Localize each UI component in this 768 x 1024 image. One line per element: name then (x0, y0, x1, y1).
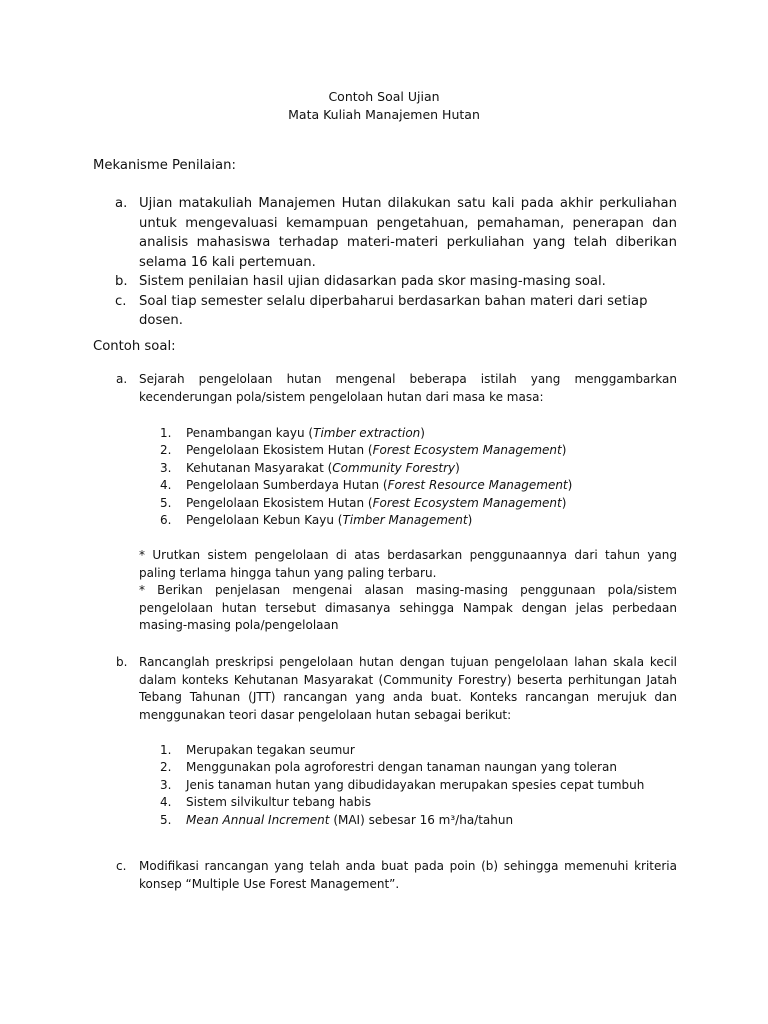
list-item-text: Soal tiap semester selalu diperbaharui berdasarkan bahan materi dari setiap dosen. (139, 293, 648, 328)
list-item (160, 794, 644, 811)
list-marker: b. (115, 274, 128, 289)
item-term: Mean Annual Increment (186, 812, 330, 827)
question-marker: c. (116, 859, 127, 873)
list-item (160, 425, 572, 442)
item-number: 1. (160, 743, 172, 757)
item-term: Forest Ecosystem Management (372, 443, 562, 458)
list-item (160, 777, 644, 794)
question-marker: b. (116, 655, 128, 669)
item-number: 1. (160, 426, 172, 440)
list-item (160, 442, 572, 459)
question-c (116, 858, 677, 893)
item-text: Pengelolaan Sumberdaya Hutan ( (186, 478, 388, 493)
item-number: 6. (160, 513, 172, 528)
question-a-notes (139, 547, 677, 635)
item-text: Penambangan kayu ( (186, 426, 314, 440)
item-paren: ) (455, 460, 460, 475)
item-paren: ) (420, 426, 425, 440)
note-explanation: * Berikan penjelasan mengenai alasan masing-masing penggunaan pola/sistem pengelolaan hutan tersebut dimasanya sehingga Nampak dengan jelas perbedaan masing-masing pola/pengelolaan (139, 583, 677, 633)
item-number: 4. (160, 478, 172, 493)
item-paren: ) (561, 443, 567, 458)
item-term: Timber Management (342, 513, 468, 528)
examples-heading: Contoh soal: (93, 339, 176, 354)
list-item (160, 460, 572, 477)
item-paren: ) (561, 495, 567, 510)
item-number: 2. (160, 760, 172, 775)
assessment-item-b (93, 272, 677, 292)
item-number: 3. (160, 777, 172, 792)
item-text: Merupakan tegakan seumur (186, 743, 355, 757)
item-term: Timber extraction (313, 426, 421, 440)
list-item (160, 812, 644, 829)
item-number: 5. (160, 812, 172, 827)
assessment-item-c (93, 292, 677, 331)
note-ordering: * Urutkan sistem pengelolaan di atas berdasarkan penggunaannya dari tahun yang paling terlama hingga tahun yang paling terbaru. (139, 548, 677, 580)
question-text: Rancanglah preskripsi pengelolaan hutan dengan tujuan pengelolaan lahan skala kecil dalam konteks Kehutanan Masyarakat (Community Forestry) beserta perhitungan Jatah Tebang Tahunan (JTT) rancangan yang anda buat. Konteks rancangan merujuk dan menggunakan teori dasar pengelolaan hutan sebagai berikut: (139, 655, 677, 722)
item-text: Pengelolaan Ekosistem Hutan ( (186, 495, 373, 510)
document-title: Contoh Soal Ujian (328, 89, 440, 104)
item-text: Pengelolaan Ekosistem Hutan ( (186, 443, 373, 458)
list-item-text: Ujian matakuliah Manajemen Hutan dilakukan satu kali pada akhir perkuliahan untuk mengevaluasi kemampuan pengetahuan, pemahaman, penerapan dan analisis mahasiswa terhadap materi-materi perkuliahan yang telah diberikan selama 16 kali pertemuan. (139, 196, 677, 270)
question-a (116, 371, 677, 406)
question-text: Sejarah pengelolaan hutan mengenal beberapa istilah yang menggambarkan kecenderungan pola/sistem pengelolaan hutan dari masa ke masa: (139, 372, 677, 404)
list-item (160, 742, 644, 759)
list-item (160, 477, 572, 494)
item-number: 3. (160, 460, 172, 475)
item-text: Kehutanan Masyarakat ( (186, 460, 333, 475)
item-text: Jenis tanaman hutan yang dibudidayakan merupakan spesies cepat tumbuh (186, 777, 645, 792)
question-a-list (160, 425, 572, 529)
question-marker: a. (116, 372, 128, 386)
item-term: Forest Resource Management (387, 478, 568, 493)
item-text: Sistem silvikultur tebang habis (186, 795, 371, 810)
question-b (116, 654, 677, 724)
question-text: Modifikasi rancangan yang telah anda buat pada poin (b) sehingga memenuhi kriteria konsep “Multiple Use Forest Management”. (139, 859, 677, 891)
item-paren: ) (567, 478, 573, 493)
item-number: 2. (160, 443, 172, 458)
assessment-list (93, 194, 677, 331)
item-text: Menggunakan pola agroforestri dengan tanaman naungan yang toleran (186, 760, 617, 775)
list-item (160, 512, 572, 529)
item-text: (MAI) sebesar 16 m³/ha/tahun (333, 812, 514, 827)
list-marker: a. (115, 196, 128, 211)
assessment-item-a (93, 194, 677, 272)
item-term: Forest Ecosystem Management (372, 495, 562, 510)
list-item-text: Sistem penilaian hasil ujian didasarkan pada skor masing-masing soal. (139, 274, 606, 289)
item-term: Community Forestry (332, 460, 456, 475)
list-item (160, 759, 644, 776)
item-number: 4. (160, 795, 172, 810)
document-subtitle: Mata Kuliah Manajemen Hutan (288, 107, 480, 122)
list-item (160, 495, 572, 512)
item-paren: ) (467, 513, 473, 528)
item-number: 5. (160, 495, 172, 510)
item-text: Pengelolaan Kebun Kayu ( (186, 513, 343, 528)
assessment-heading: Mekanisme Penilaian: (93, 158, 236, 173)
list-marker: c. (115, 293, 127, 309)
question-b-list (160, 742, 644, 829)
